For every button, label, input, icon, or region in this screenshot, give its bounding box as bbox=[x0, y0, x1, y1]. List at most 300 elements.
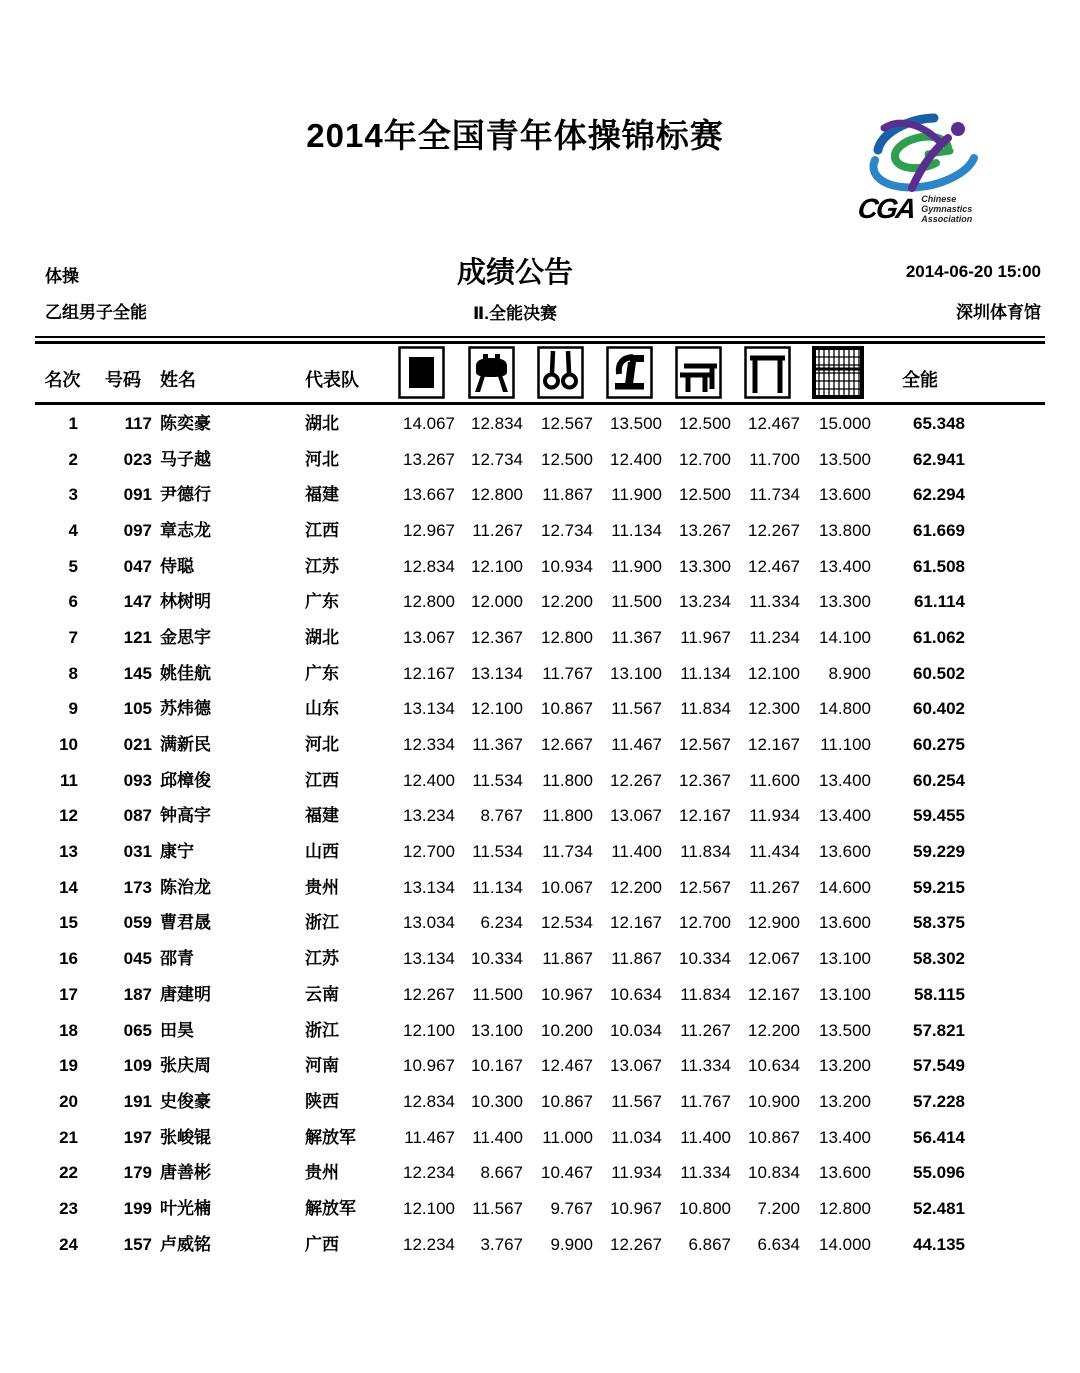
rings-score: 12.734 bbox=[541, 520, 593, 540]
pommel-horse-score: 6.234 bbox=[480, 913, 523, 933]
team-cell: 福建 bbox=[305, 806, 339, 826]
total-cell: 60.254 bbox=[913, 770, 965, 790]
ladder-score: 13.600 bbox=[819, 485, 871, 505]
header-rule bbox=[35, 402, 1045, 405]
vault-score: 13.067 bbox=[610, 806, 662, 826]
total-cell: 65.348 bbox=[913, 413, 965, 433]
pommel-horse-score: 12.367 bbox=[471, 627, 523, 647]
parallel-bars-score: 6.867 bbox=[688, 1234, 731, 1254]
number-cell: 197 bbox=[123, 1127, 152, 1147]
ladder-score: 13.400 bbox=[819, 770, 871, 790]
horizontal-bar-score: 12.467 bbox=[748, 556, 800, 576]
pommel-horse-score: 10.167 bbox=[471, 1056, 523, 1076]
horizontal-bar-score: 11.700 bbox=[749, 449, 800, 469]
rings-score: 9.767 bbox=[550, 1198, 593, 1218]
rings-score: 12.534 bbox=[541, 913, 593, 933]
horizontal-bar-score: 11.234 bbox=[749, 627, 800, 647]
number-cell: 187 bbox=[123, 984, 152, 1004]
parallel-bars-score: 11.267 bbox=[680, 1020, 731, 1040]
parallel-bars-score: 13.300 bbox=[679, 556, 731, 576]
page-title: 2014年全国青年体操锦标赛 bbox=[306, 117, 724, 154]
rings-score: 12.567 bbox=[541, 413, 593, 433]
logo-line: Association bbox=[921, 214, 973, 224]
ladder-score: 15.000 bbox=[819, 413, 871, 433]
table-row bbox=[35, 906, 1045, 942]
name-cell: 邱樟俊 bbox=[160, 770, 211, 790]
name-cell: 陈治龙 bbox=[160, 877, 211, 897]
total-cell: 61.062 bbox=[913, 627, 965, 647]
rank-cell: 8 bbox=[68, 663, 78, 683]
name-cell: 钟高宇 bbox=[160, 806, 211, 826]
table-header bbox=[35, 345, 1045, 401]
name-cell: 陈奕豪 bbox=[160, 413, 211, 433]
ladder-score: 13.600 bbox=[819, 1163, 871, 1183]
ladder-score: 14.000 bbox=[819, 1234, 871, 1254]
name-cell: 苏炜德 bbox=[160, 699, 211, 719]
rings-score: 10.867 bbox=[541, 699, 593, 719]
cga-logo bbox=[855, 108, 998, 224]
results-body bbox=[35, 406, 1045, 1263]
header-team: 代表队 bbox=[305, 370, 359, 390]
pommel-horse-score: 11.400 bbox=[472, 1127, 523, 1147]
vault-score: 12.167 bbox=[610, 913, 662, 933]
parallel-bars-score: 12.567 bbox=[679, 735, 731, 755]
ladder-score: 14.600 bbox=[819, 877, 871, 897]
parallel-bars-score: 11.334 bbox=[680, 1056, 731, 1076]
table-row bbox=[35, 692, 1045, 728]
table-row bbox=[35, 477, 1045, 513]
horizontal-bar-score: 12.467 bbox=[748, 413, 800, 433]
name-cell: 史俊豪 bbox=[160, 1091, 211, 1111]
parallel-bars-icon bbox=[675, 346, 722, 399]
number-cell: 045 bbox=[123, 949, 152, 969]
name-cell: 侍聪 bbox=[160, 556, 194, 576]
total-cell: 60.502 bbox=[913, 663, 965, 683]
ladder-score: 8.900 bbox=[828, 663, 871, 683]
name-cell: 张峻锟 bbox=[160, 1127, 211, 1147]
name-cell: 康宁 bbox=[160, 842, 194, 862]
rank-cell: 11 bbox=[60, 770, 78, 790]
rank-cell: 5 bbox=[68, 556, 78, 576]
table-row bbox=[35, 1120, 1045, 1156]
total-cell: 60.275 bbox=[913, 735, 965, 755]
total-cell: 57.821 bbox=[913, 1020, 965, 1040]
horizontal-bar-score: 7.200 bbox=[757, 1198, 800, 1218]
horizontal-bar-score: 11.434 bbox=[749, 842, 800, 862]
total-cell: 61.669 bbox=[913, 520, 965, 540]
total-cell: 58.115 bbox=[913, 984, 965, 1004]
rank-cell: 6 bbox=[68, 592, 78, 612]
pommel-horse-score: 13.134 bbox=[471, 663, 523, 683]
rank-cell: 19 bbox=[59, 1056, 78, 1076]
datetime: 2014-06-20 15:00 bbox=[905, 262, 1041, 281]
total-cell: 59.455 bbox=[913, 806, 965, 826]
table-row bbox=[35, 656, 1045, 692]
venue: 深圳体育馆 bbox=[956, 303, 1041, 322]
rings-score: 12.667 bbox=[541, 735, 593, 755]
rings-score: 12.467 bbox=[541, 1056, 593, 1076]
total-cell: 61.508 bbox=[913, 556, 965, 576]
horizontal-bar-score: 12.267 bbox=[748, 520, 800, 540]
rank-cell: 18 bbox=[59, 1020, 78, 1040]
rings-score: 10.934 bbox=[541, 556, 593, 576]
team-cell: 湖北 bbox=[305, 627, 339, 647]
rings-score: 10.867 bbox=[541, 1091, 593, 1111]
rank-cell: 3 bbox=[68, 485, 78, 505]
name-cell: 姚佳航 bbox=[160, 663, 211, 683]
floor-score: 13.134 bbox=[403, 877, 455, 897]
rings-score: 11.867 bbox=[542, 485, 593, 505]
parallel-bars-score: 10.800 bbox=[679, 1198, 731, 1218]
logo-line: Gymnastics bbox=[921, 204, 973, 214]
rank-cell: 15 bbox=[59, 913, 78, 933]
team-cell: 广西 bbox=[305, 1234, 339, 1254]
team-cell: 河南 bbox=[305, 1056, 339, 1076]
floor-score: 11.467 bbox=[404, 1127, 455, 1147]
number-cell: 031 bbox=[123, 842, 152, 862]
team-cell: 河北 bbox=[305, 449, 339, 469]
rings-score: 11.800 bbox=[542, 806, 593, 826]
rank-cell: 1 bbox=[68, 413, 78, 433]
vault-score: 11.900 bbox=[611, 485, 662, 505]
table-row bbox=[35, 549, 1045, 585]
number-cell: 091 bbox=[123, 485, 152, 505]
ladder-score: 13.400 bbox=[819, 556, 871, 576]
name-cell: 尹德行 bbox=[160, 485, 211, 505]
team-cell: 江苏 bbox=[305, 949, 339, 969]
floor-score: 12.267 bbox=[403, 984, 455, 1004]
team-cell: 贵州 bbox=[305, 1163, 339, 1183]
total-cell: 62.941 bbox=[913, 449, 965, 469]
rank-cell: 2 bbox=[68, 449, 78, 469]
table-row bbox=[35, 442, 1045, 478]
table-row bbox=[35, 763, 1045, 799]
rings-score: 11.000 bbox=[542, 1127, 593, 1147]
number-cell: 021 bbox=[123, 735, 152, 755]
parallel-bars-score: 12.700 bbox=[679, 449, 731, 469]
number-cell: 065 bbox=[123, 1020, 152, 1040]
rings-score: 12.200 bbox=[541, 592, 593, 612]
competition-phase: Ⅱ.全能决赛 bbox=[473, 304, 557, 323]
rank-cell: 23 bbox=[59, 1198, 78, 1218]
rings-score: 10.200 bbox=[541, 1020, 593, 1040]
table-row bbox=[35, 941, 1045, 977]
floor-score: 12.834 bbox=[403, 556, 455, 576]
parallel-bars-score: 11.767 bbox=[680, 1091, 731, 1111]
parallel-bars-score: 12.700 bbox=[679, 913, 731, 933]
pommel-horse-score: 11.134 bbox=[472, 877, 523, 897]
ladder-score: 13.300 bbox=[819, 592, 871, 612]
number-cell: 109 bbox=[123, 1056, 152, 1076]
cga-acronym: CGA bbox=[855, 193, 917, 224]
floor-score: 12.167 bbox=[403, 663, 455, 683]
name-cell: 满新民 bbox=[160, 735, 211, 755]
pommel-horse-score: 12.734 bbox=[471, 449, 523, 469]
floor-score: 12.967 bbox=[403, 520, 455, 540]
floor-icon bbox=[398, 346, 445, 399]
pommel-horse-score: 13.100 bbox=[471, 1020, 523, 1040]
name-cell: 唐善彬 bbox=[160, 1163, 211, 1183]
pommel-horse-score: 12.834 bbox=[471, 413, 523, 433]
number-cell: 179 bbox=[123, 1163, 152, 1183]
vault-score: 12.400 bbox=[610, 449, 662, 469]
total-cell: 55.096 bbox=[913, 1163, 965, 1183]
name-cell: 田昊 bbox=[160, 1020, 194, 1040]
cga-logo-mark-icon bbox=[868, 108, 988, 192]
pommel-horse-score: 12.000 bbox=[471, 592, 523, 612]
number-cell: 093 bbox=[123, 770, 152, 790]
rings-score: 11.767 bbox=[542, 663, 593, 683]
pommel-horse-score: 11.534 bbox=[472, 770, 523, 790]
rank-cell: 9 bbox=[68, 699, 78, 719]
number-cell: 157 bbox=[123, 1234, 152, 1254]
number-cell: 105 bbox=[123, 699, 152, 719]
rank-cell: 22 bbox=[59, 1163, 78, 1183]
pommel-horse-score: 8.667 bbox=[480, 1163, 523, 1183]
ladder-score: 13.100 bbox=[819, 984, 871, 1004]
floor-score: 13.034 bbox=[403, 913, 455, 933]
document-title: 成绩公告 bbox=[456, 257, 573, 289]
ladder-score: 13.400 bbox=[819, 806, 871, 826]
rank-cell: 12 bbox=[59, 806, 78, 826]
vault-score: 10.034 bbox=[610, 1020, 662, 1040]
ladder-score: 13.500 bbox=[819, 1020, 871, 1040]
floor-score: 12.234 bbox=[403, 1234, 455, 1254]
rings-score: 12.800 bbox=[541, 627, 593, 647]
ladder-score: 14.100 bbox=[819, 627, 871, 647]
table-row bbox=[35, 870, 1045, 906]
team-cell: 云南 bbox=[305, 984, 339, 1004]
vault-score: 10.634 bbox=[610, 984, 662, 1004]
floor-score: 13.067 bbox=[403, 627, 455, 647]
rings-score: 12.500 bbox=[541, 449, 593, 469]
table-row bbox=[35, 1155, 1045, 1191]
parallel-bars-score: 12.500 bbox=[679, 485, 731, 505]
horizontal-bar-score: 12.200 bbox=[748, 1020, 800, 1040]
floor-score: 13.134 bbox=[403, 949, 455, 969]
number-cell: 047 bbox=[123, 556, 152, 576]
total-cell: 57.228 bbox=[913, 1091, 965, 1111]
table-row bbox=[35, 406, 1045, 442]
parallel-bars-score: 11.134 bbox=[680, 663, 731, 683]
header-number: 号码 bbox=[105, 370, 141, 390]
name-cell: 马子越 bbox=[160, 449, 211, 469]
vault-score: 11.400 bbox=[611, 842, 662, 862]
total-cell: 44.135 bbox=[913, 1234, 965, 1254]
total-cell: 58.375 bbox=[913, 913, 965, 933]
parallel-bars-score: 11.834 bbox=[680, 699, 731, 719]
total-cell: 56.414 bbox=[913, 1127, 965, 1147]
name-cell: 林树明 bbox=[160, 592, 211, 612]
total-cell: 59.229 bbox=[913, 842, 965, 862]
rank-cell: 20 bbox=[59, 1091, 78, 1111]
number-cell: 023 bbox=[123, 449, 152, 469]
floor-score: 12.800 bbox=[403, 592, 455, 612]
team-cell: 山东 bbox=[305, 699, 339, 719]
name-cell: 邵青 bbox=[160, 949, 194, 969]
number-cell: 145 bbox=[123, 663, 152, 683]
table-row bbox=[35, 799, 1045, 835]
horizontal-bar-score: 10.900 bbox=[748, 1091, 800, 1111]
name-cell: 张庆周 bbox=[160, 1056, 211, 1076]
pommel-horse-score: 12.800 bbox=[471, 485, 523, 505]
floor-score: 12.334 bbox=[403, 735, 455, 755]
vault-score: 11.034 bbox=[611, 1127, 662, 1147]
parallel-bars-score: 11.400 bbox=[680, 1127, 731, 1147]
team-cell: 解放军 bbox=[305, 1198, 356, 1218]
table-row bbox=[35, 584, 1045, 620]
total-cell: 57.549 bbox=[913, 1056, 965, 1076]
header-name: 姓名 bbox=[160, 370, 196, 390]
team-cell: 江苏 bbox=[305, 556, 339, 576]
horizontal-bar-score: 12.100 bbox=[748, 663, 800, 683]
rings-score: 10.967 bbox=[541, 984, 593, 1004]
name-cell: 金思宇 bbox=[160, 627, 211, 647]
rings-score: 10.067 bbox=[541, 877, 593, 897]
team-cell: 贵州 bbox=[305, 877, 339, 897]
logo-line: Chinese bbox=[921, 194, 957, 204]
horizontal-bar-score: 12.167 bbox=[748, 735, 800, 755]
team-cell: 河北 bbox=[305, 735, 339, 755]
table-row bbox=[35, 727, 1045, 763]
vault-score: 12.267 bbox=[610, 1234, 662, 1254]
number-cell: 199 bbox=[123, 1198, 152, 1218]
horizontal-bar-score: 6.634 bbox=[757, 1234, 800, 1254]
team-cell: 山西 bbox=[305, 842, 339, 862]
pommel-horse-score: 10.334 bbox=[471, 949, 523, 969]
table-row bbox=[35, 1084, 1045, 1120]
team-cell: 浙江 bbox=[305, 913, 339, 933]
horizontal-bar-score: 12.067 bbox=[748, 949, 800, 969]
total-cell: 59.215 bbox=[913, 877, 965, 897]
rank-cell: 14 bbox=[59, 877, 78, 897]
team-cell: 湖北 bbox=[305, 413, 339, 433]
total-cell: 61.114 bbox=[913, 592, 965, 612]
rings-score: 11.734 bbox=[542, 842, 593, 862]
pommel-horse-score: 8.767 bbox=[480, 806, 523, 826]
horizontal-bar-score: 12.900 bbox=[748, 913, 800, 933]
rings-icon bbox=[537, 346, 584, 399]
ladder-score: 14.800 bbox=[819, 699, 871, 719]
rings-score: 11.867 bbox=[542, 949, 593, 969]
team-cell: 广东 bbox=[305, 592, 339, 612]
floor-score: 13.234 bbox=[403, 806, 455, 826]
team-cell: 江西 bbox=[305, 520, 339, 540]
total-cell: 52.481 bbox=[913, 1198, 965, 1218]
total-cell: 58.302 bbox=[913, 949, 965, 969]
header-rank: 名次 bbox=[44, 370, 81, 390]
number-cell: 147 bbox=[123, 592, 152, 612]
vault-score: 11.567 bbox=[611, 699, 662, 719]
table-row bbox=[35, 1013, 1045, 1049]
horizontal-bar-score: 11.267 bbox=[749, 877, 800, 897]
rank-cell: 16 bbox=[59, 949, 78, 969]
event-group: 乙组男子全能 bbox=[45, 303, 147, 322]
vault-score: 11.500 bbox=[611, 592, 662, 612]
pommel-horse-score: 11.534 bbox=[472, 842, 523, 862]
sport-label: 体操 bbox=[45, 267, 79, 286]
header-total: 全能 bbox=[902, 370, 938, 390]
rank-cell: 4 bbox=[68, 520, 78, 540]
parallel-bars-score: 12.567 bbox=[679, 877, 731, 897]
parallel-bars-score: 13.234 bbox=[679, 592, 731, 612]
floor-score: 13.134 bbox=[403, 699, 455, 719]
meta-header bbox=[35, 252, 1045, 334]
vault-score: 12.200 bbox=[610, 877, 662, 897]
parallel-bars-score: 13.267 bbox=[679, 520, 731, 540]
horizontal-bar-score: 12.167 bbox=[748, 984, 800, 1004]
vault-score: 13.500 bbox=[610, 413, 662, 433]
pommel-horse-score: 11.267 bbox=[472, 520, 523, 540]
vault-score: 13.100 bbox=[610, 663, 662, 683]
team-cell: 广东 bbox=[305, 663, 339, 683]
floor-score: 13.667 bbox=[403, 485, 455, 505]
ladder-score: 13.100 bbox=[819, 949, 871, 969]
ladder-grid-icon bbox=[812, 346, 864, 399]
rings-score: 10.467 bbox=[541, 1163, 593, 1183]
floor-score: 13.267 bbox=[403, 449, 455, 469]
rank-cell: 10 bbox=[59, 735, 78, 755]
ladder-score: 13.500 bbox=[819, 449, 871, 469]
vault-score: 11.467 bbox=[611, 735, 662, 755]
number-cell: 087 bbox=[123, 806, 152, 826]
ladder-score: 13.800 bbox=[819, 520, 871, 540]
number-cell: 097 bbox=[123, 520, 152, 540]
table-row bbox=[35, 1191, 1045, 1227]
team-cell: 陕西 bbox=[305, 1091, 339, 1111]
name-cell: 曹君晟 bbox=[160, 913, 211, 933]
ladder-score: 13.200 bbox=[819, 1056, 871, 1076]
vault-score: 10.967 bbox=[610, 1198, 662, 1218]
rings-score: 9.900 bbox=[550, 1234, 593, 1254]
pommel-horse-score: 11.367 bbox=[472, 735, 523, 755]
name-cell: 章志龙 bbox=[160, 520, 211, 540]
horizontal-bar-score: 10.867 bbox=[748, 1127, 800, 1147]
floor-score: 12.234 bbox=[403, 1163, 455, 1183]
horizontal-bar-score: 10.834 bbox=[748, 1163, 800, 1183]
vault-score: 12.267 bbox=[610, 770, 662, 790]
ladder-score: 13.600 bbox=[819, 842, 871, 862]
parallel-bars-score: 12.167 bbox=[679, 806, 731, 826]
number-cell: 117 bbox=[124, 413, 152, 433]
horizontal-bar-icon bbox=[744, 346, 791, 399]
rings-score: 11.800 bbox=[542, 770, 593, 790]
number-cell: 121 bbox=[123, 627, 152, 647]
horizontal-bar-score: 11.734 bbox=[749, 485, 800, 505]
parallel-bars-score: 12.500 bbox=[679, 413, 731, 433]
total-cell: 60.402 bbox=[913, 699, 965, 719]
rank-cell: 7 bbox=[68, 627, 78, 647]
pommel-horse-score: 12.100 bbox=[471, 699, 523, 719]
number-cell: 173 bbox=[123, 877, 152, 897]
floor-score: 12.834 bbox=[403, 1091, 455, 1111]
ladder-score: 13.400 bbox=[819, 1127, 871, 1147]
pommel-horse-score: 11.567 bbox=[472, 1198, 523, 1218]
parallel-bars-score: 11.834 bbox=[680, 984, 731, 1004]
pommel-horse-score: 3.767 bbox=[480, 1234, 523, 1254]
pommel-horse-score: 10.300 bbox=[471, 1091, 523, 1111]
total-cell: 62.294 bbox=[913, 485, 965, 505]
vault-score: 11.367 bbox=[611, 627, 662, 647]
table-row bbox=[35, 1048, 1045, 1084]
name-cell: 唐建明 bbox=[160, 984, 211, 1004]
floor-score: 12.100 bbox=[403, 1198, 455, 1218]
pommel-horse-icon bbox=[468, 346, 515, 399]
horizontal-bar-score: 11.934 bbox=[749, 806, 800, 826]
pommel-horse-score: 11.500 bbox=[472, 984, 523, 1004]
team-cell: 福建 bbox=[305, 485, 339, 505]
double-rule bbox=[35, 336, 1045, 344]
